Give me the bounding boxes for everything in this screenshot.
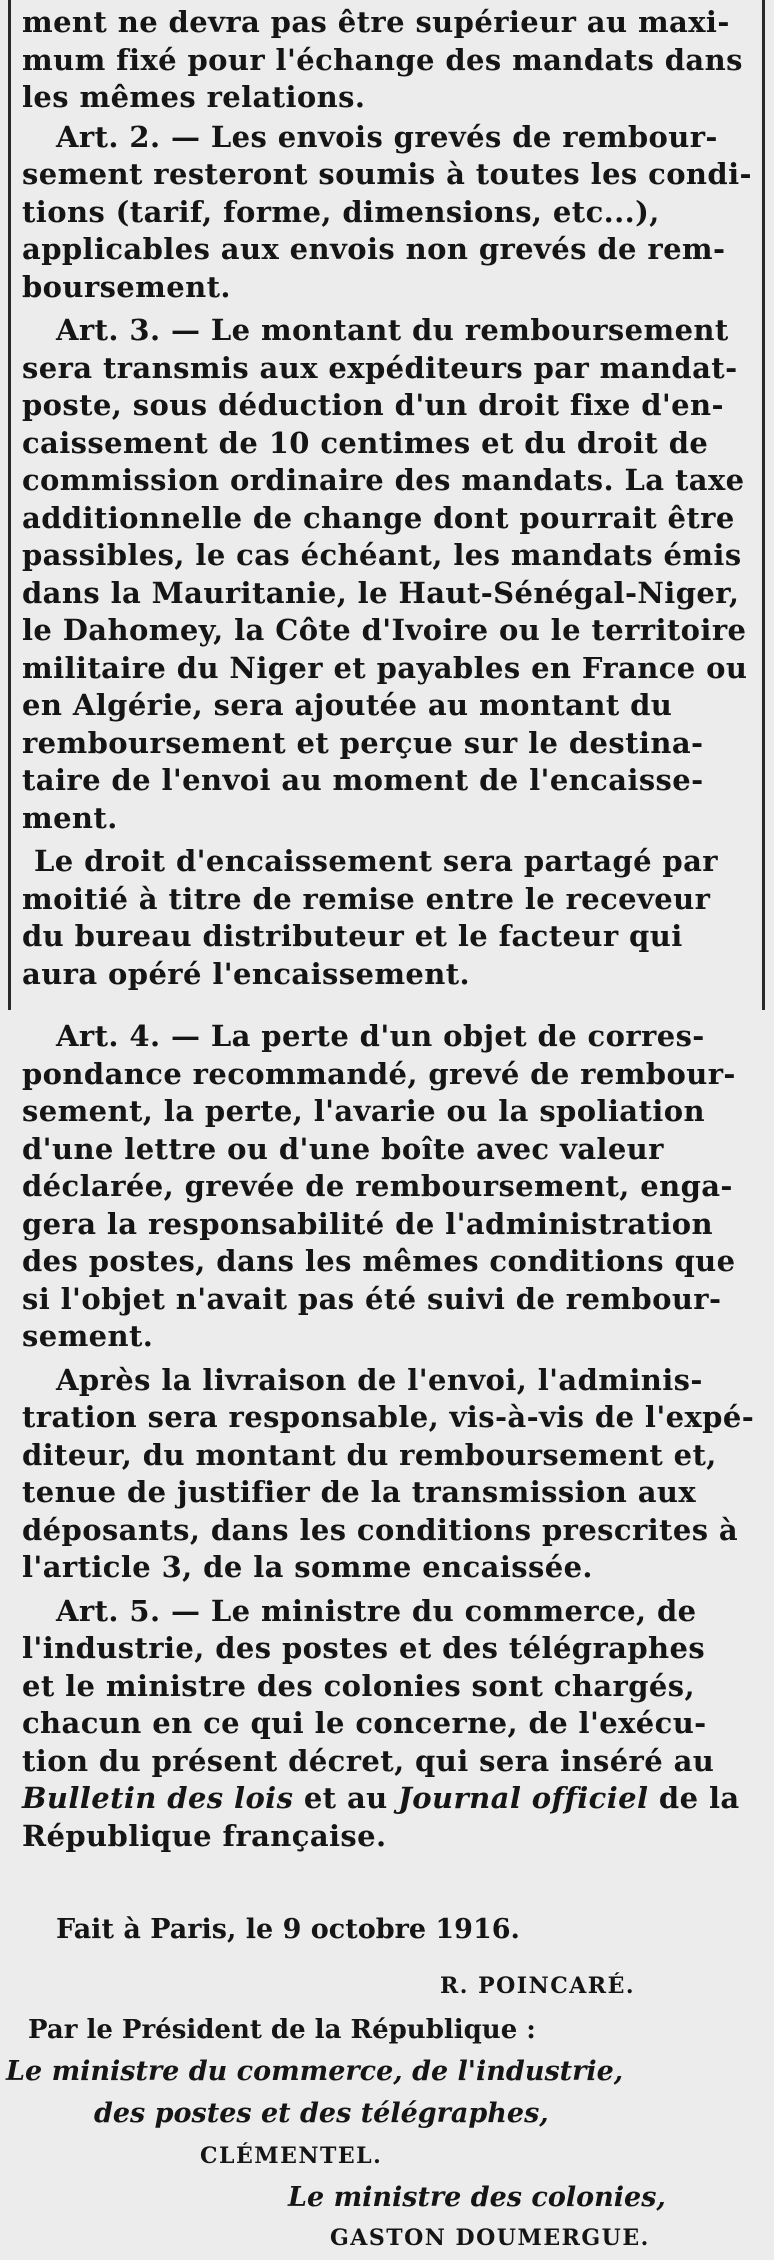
article-2-body <box>22 156 754 306</box>
text-line: passibles, le cas échéant, les mandats émis <box>22 538 742 572</box>
article-3 <box>22 312 754 350</box>
minister1-title-line1 <box>6 2052 623 2092</box>
text-line: et le ministre des colonies sont chargés, <box>22 1668 695 1703</box>
text-line: déclarée, grevée de remboursement, enga- <box>22 1169 733 1203</box>
text-line: tion du présent décret, qui sera inséré au <box>22 1743 715 1778</box>
paragraph-apres-livraison <box>22 1362 754 1587</box>
paragraph-droit-encaissement <box>22 843 754 993</box>
text-fragment: et au <box>293 1781 399 1815</box>
text-line: militaire du Niger et payables en France ou <box>22 650 748 685</box>
text-fragment: de la <box>648 1781 740 1815</box>
paragraph-continuation <box>22 4 754 117</box>
text-line: République française. <box>22 1818 387 1853</box>
text-line: sement, la perte, l'avarie ou la spoliation <box>22 1094 705 1128</box>
minister1-name: CLÉMENTEL. <box>200 2143 383 2169</box>
text-line: boursement. <box>22 269 231 304</box>
minister2-name: GASTON DOUMERGUE. <box>330 2225 650 2251</box>
text-line: Le droit d'encaissement sera partagé par <box>34 844 718 878</box>
text-line <box>22 1780 754 1818</box>
signature-date: Fait à Paris, le 9 octobre 1916. <box>56 1914 520 1945</box>
text-line: gera la responsabilité de l'administration <box>22 1206 713 1241</box>
text-line: moitié à titre de remise entre le receveur <box>22 881 711 916</box>
text-line: si l'objet n'avait pas été suivi de rembour- <box>22 1281 722 1316</box>
text-line: tration sera responsable, vis-à-vis de l'expé- <box>22 1400 755 1434</box>
text-line: sement. <box>22 1319 154 1353</box>
article-5 <box>22 1593 754 1856</box>
text-line: Art. 4. — La perte d'un objet de corres- <box>56 1019 705 1053</box>
text-line: applicables aux envois non grevés de rem- <box>22 232 726 266</box>
text-line: des postes, dans les mêmes conditions que <box>22 1244 736 1278</box>
column-rule-left <box>8 0 11 1010</box>
minister1-title-line2 <box>94 2094 549 2134</box>
article-2 <box>22 119 754 157</box>
bulletin-des-lois: Bulletin des lois <box>22 1781 294 1815</box>
text-line: tenue de justifier de la transmission aux <box>22 1475 697 1509</box>
minister1-title-text: Le ministre du commerce, de l'industrie, <box>6 2056 624 2087</box>
text-line: d'une lettre ou d'une boîte avec valeur <box>22 1131 664 1166</box>
text-line: poste, sous déduction d'un droit fixe d'en- <box>22 388 724 422</box>
text-line: les mêmes relations. <box>22 80 366 114</box>
text-line: diteur, du montant du remboursement et, <box>22 1437 717 1472</box>
text-line: ment. <box>22 800 118 835</box>
text-line: Art. 5. — Le ministre du commerce, de <box>56 1593 697 1628</box>
text-line: en Algérie, sera ajoutée au montant du <box>22 688 673 722</box>
text-block-upper <box>22 4 754 993</box>
text-block-lower <box>22 1018 754 1855</box>
minister1-title-text2: des postes et des télégraphes, <box>94 2098 549 2129</box>
minister2-title <box>288 2178 666 2218</box>
text-line: chacun en ce qui le concerne, de l'exécu- <box>22 1706 707 1740</box>
text-line: commission ordinaire des mandats. La taxe <box>22 463 745 497</box>
text-line: ment ne devra pas être supérieur au maxi- <box>22 5 730 39</box>
article-4 <box>22 1018 754 1356</box>
text-line: du bureau distributeur et le facteur qui <box>22 919 683 953</box>
text-line: Art. 3. — Le montant du remboursement <box>56 313 729 347</box>
column-rule-right <box>762 0 765 1010</box>
text-line: additionnelle de change dont pourrait être <box>22 500 735 535</box>
text-line: Art. 2. — Les envois grevés de rembour- <box>56 119 718 154</box>
text-line: sement resteront soumis à toutes les condi- <box>22 157 752 191</box>
minister2-title-text: Le ministre des colonies, <box>288 2182 666 2213</box>
text-line: aura opéré l'encaissement. <box>22 956 471 991</box>
text-line: l'article 3, de la somme encaissée. <box>22 1550 593 1584</box>
signature-president: R. POINCARÉ. <box>440 1973 635 1999</box>
text-line: caissement de 10 centimes et du droit de <box>22 425 709 460</box>
text-line: mum fixé pour l'échange des mandats dans <box>22 42 743 77</box>
text-line: sera transmis aux expéditeurs par mandat- <box>22 350 738 385</box>
text-line: Après la livraison de l'envoi, l'adminis- <box>56 1362 703 1397</box>
text-line: dans la Mauritanie, le Haut-Sénégal-Niger, <box>22 575 740 610</box>
text-line: taire de l'envoi au moment de l'encaisse- <box>22 763 704 797</box>
text-line: le Dahomey, la Côte d'Ivoire ou le territoire <box>22 613 747 647</box>
text-line: l'industrie, des postes et des télégraphes <box>22 1631 706 1665</box>
article-3-body <box>22 350 754 838</box>
text-line: tions (tarif, forme, dimensions, etc...), <box>22 194 660 229</box>
text-line: déposants, dans les conditions prescrites à <box>22 1512 739 1547</box>
par-le-president: Par le Président de la République : <box>28 2015 536 2045</box>
text-line: remboursement et perçue sur le destina- <box>22 725 704 760</box>
text-line: pondance recommandé, grevé de rembour- <box>22 1056 736 1091</box>
journal-officiel: Journal officiel <box>398 1781 649 1815</box>
